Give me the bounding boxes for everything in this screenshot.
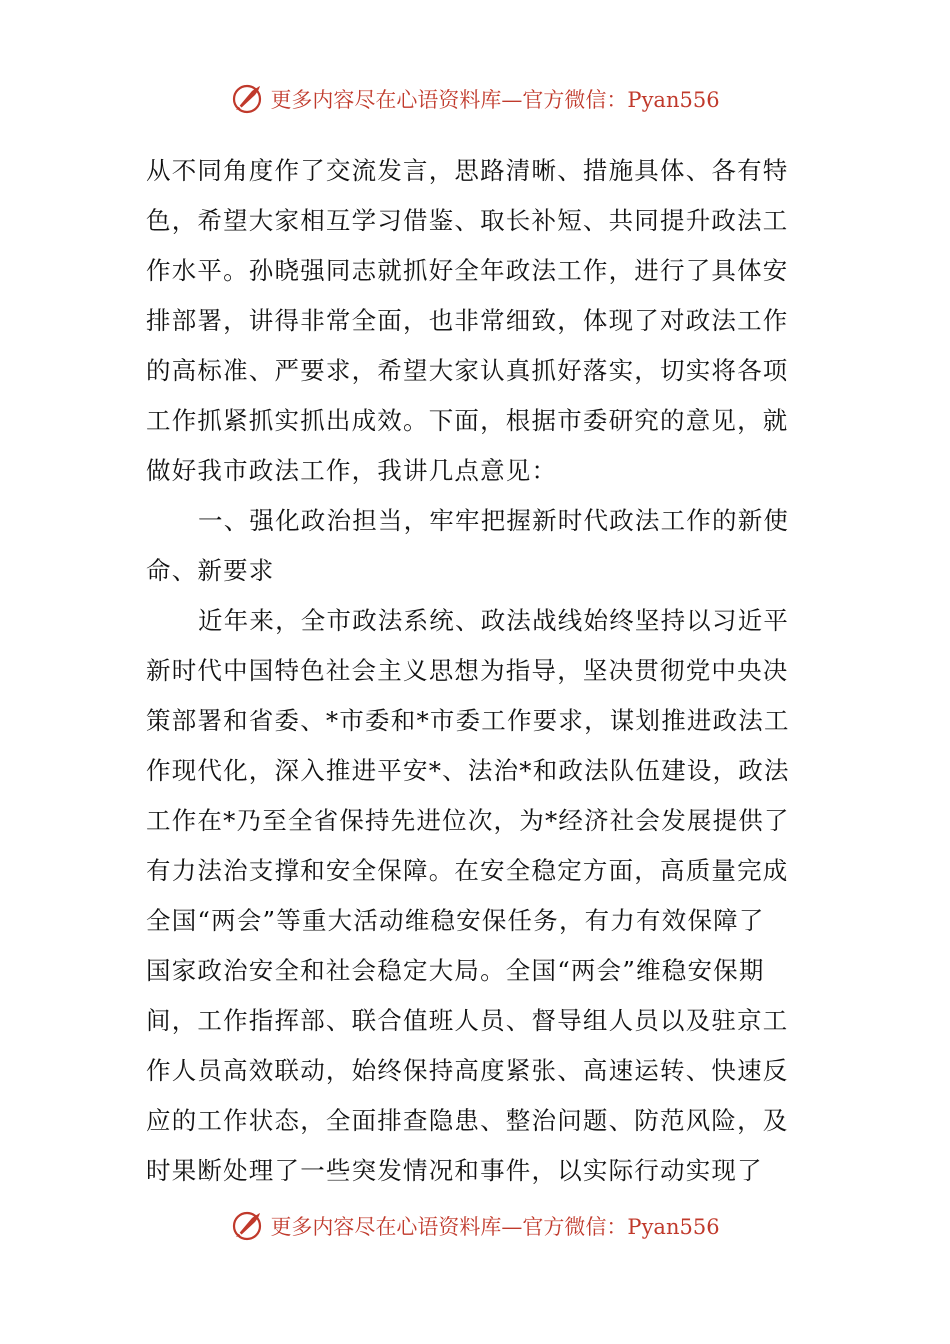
footer-watermark [0, 1209, 950, 1243]
text-line: 命、新要求 [146, 556, 275, 585]
text-line: 国家政治安全和社会稳定大局。全国“两会”维稳安保期 [146, 956, 765, 985]
text-line: 作现代化，深入推进平安*、法治*和政法队伍建设，政法 [146, 756, 790, 785]
text-line: 工作在*乃至全省保持先进位次，为*经济社会发展提供了 [146, 806, 790, 835]
text-line: 新时代中国特色社会主义思想为指导，坚决贯彻党中央决 [146, 656, 789, 685]
text-line: 工作抓紧抓实抓出成效。下面，根据市委研究的意见，就 [146, 406, 789, 435]
text-line: 做好我市政法工作，我讲几点意见： [146, 456, 558, 485]
text-line: 应的工作状态，全面排查隐患、整治问题、防范风险，及 [146, 1106, 789, 1135]
text-line: 排部署，讲得非常全面，也非常细致，体现了对政法工作 [146, 306, 789, 335]
watermark-text: 更多内容尽在心语资料库—官方微信：Pyan556 [270, 88, 720, 112]
text-line: 近年来，全市政法系统、政法战线始终坚持以习近平 [198, 606, 790, 635]
text-line: 全国“两会”等重大活动维稳安保任务，有力有效保障了 [146, 906, 765, 935]
text-line: 的高标准、严要求，希望大家认真抓好落实，切实将各项 [146, 356, 789, 385]
text-line: 从不同角度作了交流发言，思路清晰、措施具体、各有特 [146, 156, 789, 185]
document-body [146, 146, 806, 1196]
text-line: 色，希望大家相互学习借鉴、取长补短、共同提升政法工 [146, 206, 789, 235]
header-watermark [0, 82, 950, 116]
text-line: 一、强化政治担当，牢牢把握新时代政法工作的新使 [198, 506, 790, 535]
text-line: 策部署和省委、*市委和*市委工作要求，谋划推进政法工 [146, 706, 790, 735]
quill-pen-logo-icon [230, 82, 264, 116]
watermark-text: 更多内容尽在心语资料库—官方微信：Pyan556 [270, 1215, 720, 1239]
text-line: 有力法治支撑和安全保障。在安全稳定方面，高质量完成 [146, 856, 789, 885]
text-line: 时果断处理了一些突发情况和事件，以实际行动实现了 [146, 1156, 763, 1185]
quill-pen-logo-icon [230, 1209, 264, 1243]
text-line: 作水平。孙晓强同志就抓好全年政法工作，进行了具体安 [146, 256, 789, 285]
text-line: 作人员高效联动，始终保持高度紧张、高速运转、快速反 [146, 1056, 789, 1085]
text-line: 间，工作指挥部、联合值班人员、督导组人员以及驻京工 [146, 1006, 789, 1035]
